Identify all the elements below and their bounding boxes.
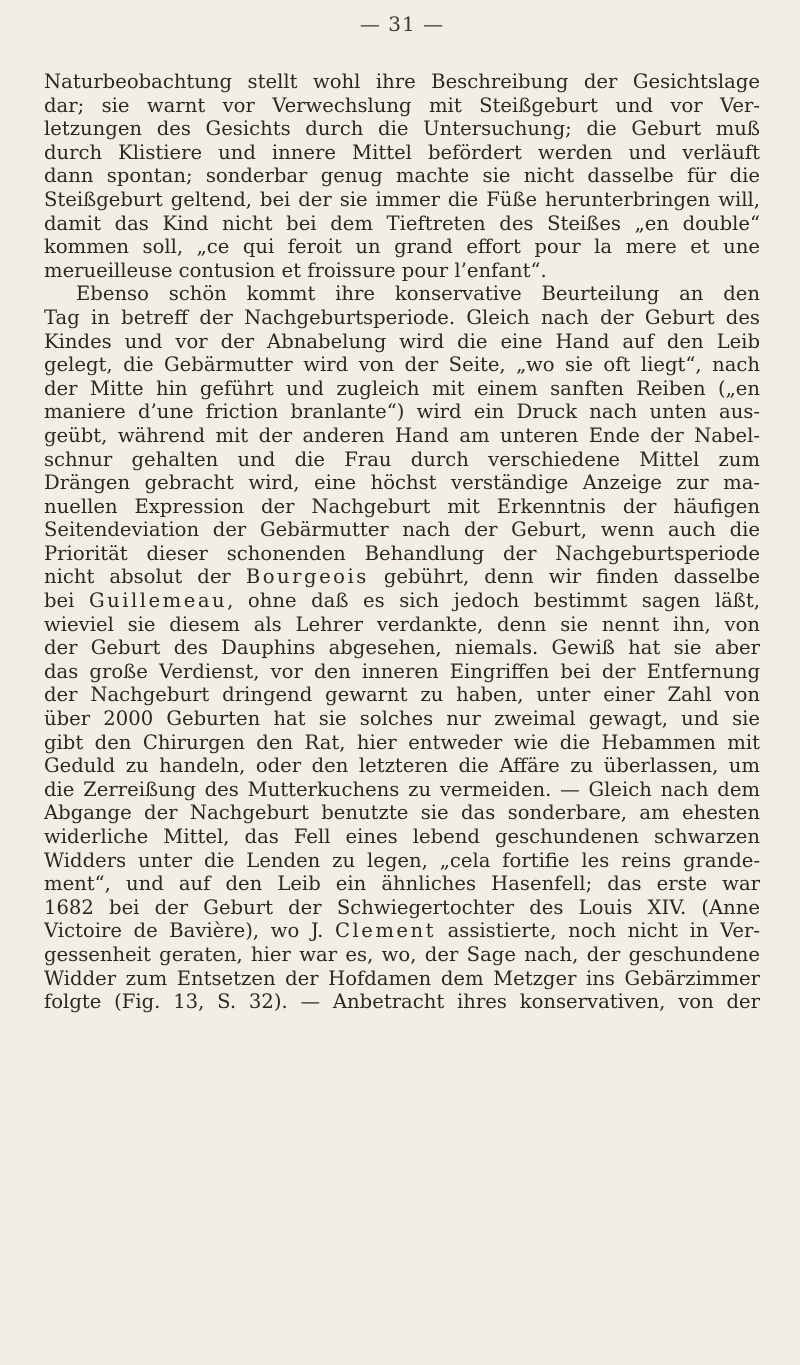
text-line: geübt, während mit der anderen Hand am unteren Ende der Nabel- [44, 423, 760, 447]
text-line: folgte (Fig. 13, S. 32). — Anbetracht ihres konservativen, von der [44, 990, 760, 1014]
text-line: ment“, und auf den Leib ein ähnliches Hasenfell; das erste war [44, 872, 760, 896]
spaced-name: Bourgeois [245, 565, 369, 589]
text-line: schnur gehalten und die Frau durch verschiedene Mittel zum [44, 447, 760, 471]
text-segment: , ohne daß es sich jedoch bestimmt sagen läßt, [227, 589, 760, 613]
text-segment: bei [44, 589, 89, 613]
text-line: Widders unter die Lenden zu legen, „cela fortifie les reins grande- [44, 848, 760, 872]
spaced-name: Guillemeau [88, 589, 228, 613]
text-line: durch Klistiere und innere Mittel befördert werden und verläuft [44, 140, 760, 164]
text-line: Widder zum Entsetzen der Hofdamen dem Metzger ins Gebärzimmer [44, 966, 760, 990]
text-line: Steißgeburt geltend, bei der sie immer die Füße herunterbringen will, [44, 187, 760, 211]
text-line: die Zerreißung des Mutterkuchens zu vermeiden. — Gleich nach dem [44, 777, 760, 801]
text-line: Ebenso schön kommt ihre konservative Beurteilung an den [76, 282, 760, 306]
text-segment: nicht absolut der [44, 565, 246, 589]
text-line [44, 589, 760, 613]
text-line: maniere d’une friction branlante“) wird ein Druck nach unten aus- [44, 400, 760, 424]
text-line: Kindes und vor der Abnabelung wird die eine Hand auf den Leib [44, 329, 760, 353]
text-line: Seitendeviation der Gebärmutter nach der Geburt, wenn auch die [44, 518, 760, 542]
text-line: der Mitte hin geführt und zugleich mit einem sanften Reiben („en [44, 376, 760, 400]
text-line: dar; sie warnt vor Verwechslung mit Steißgeburt und vor Ver- [44, 93, 760, 117]
text-line: Priorität dieser schonenden Behandlung der Nachgeburtsperiode [44, 541, 760, 565]
text-line: widerliche Mittel, das Fell eines lebend geschundenen schwarzen [44, 825, 760, 848]
text-segment: gebührt, denn wir finden dasselbe [368, 565, 760, 589]
text-line: Abgange der Nachgeburt benutzte sie das sonderbare, am ehesten [44, 801, 760, 825]
text-line: der Nachgeburt dringend gewarnt zu haben, unter einer Zahl von [44, 683, 760, 707]
spaced-name: Clement [334, 919, 436, 943]
text-line: gessenheit geraten, hier war es, wo, der Sage nach, der geschundene [44, 942, 760, 966]
text-line: Geduld zu handeln, oder den letzteren die Affäre zu überlassen, um [44, 754, 760, 778]
text-line [44, 919, 760, 943]
text-line: wieviel sie diesem als Lehrer verdankte, denn sie nennt ihn, von [44, 612, 760, 636]
text-segment: assistierte, noch nicht in Ver- [436, 919, 760, 943]
text-segment: Victoire de Bavière), wo J. [44, 919, 335, 943]
text-line: über 2000 Geburten hat sie solches nur zweimal gewagt, und sie [44, 707, 760, 731]
text-line: das große Verdienst, vor den inneren Eingriffen bei der Entfernung [44, 659, 760, 683]
text-line: Tag in betreff der Nachgeburtsperiode. Gleich nach der Geburt des [44, 305, 760, 329]
text-line: letzungen des Gesichts durch die Untersuchung; die Geburt muß [44, 117, 760, 141]
text-line [44, 565, 760, 589]
text-line: dann spontan; sonderbar genug machte sie nicht dasselbe für die [44, 164, 760, 188]
book-page [44, 0, 760, 1365]
text-line: kommen soll, „ce qui feroit un grand effort pour la mere et une [44, 235, 760, 259]
text-line: Drängen gebracht wird, eine höchst verständige Anzeige zur ma- [44, 471, 760, 495]
text-line: der Geburt des Dauphins abgesehen, niemals. Gewiß hat sie aber [44, 636, 760, 660]
text-line: Naturbeobachtung stellt wohl ihre Beschreibung der Gesichtslage [44, 70, 760, 93]
body-text [44, 70, 760, 1014]
text-line: 1682 bei der Geburt der Schwiegertochter des Louis XIV. (Anne [44, 895, 760, 919]
text-line: damit das Kind nicht bei dem Tieftreten des Steißes „en double“ [44, 211, 760, 235]
page-number: — 31 — [359, 12, 445, 36]
text-line: gibt den Chirurgen den Rat, hier entweder wie die Hebammen mit [44, 730, 760, 754]
text-line: merueilleuse contusion et froissure pour l’enfant“. [44, 258, 547, 282]
text-line: gelegt, die Gebärmutter wird von der Seite, „wo sie oft liegt“, nach [44, 353, 760, 377]
text-line: nuellen Expression der Nachgeburt mit Erkenntnis der häufigen [44, 494, 760, 518]
